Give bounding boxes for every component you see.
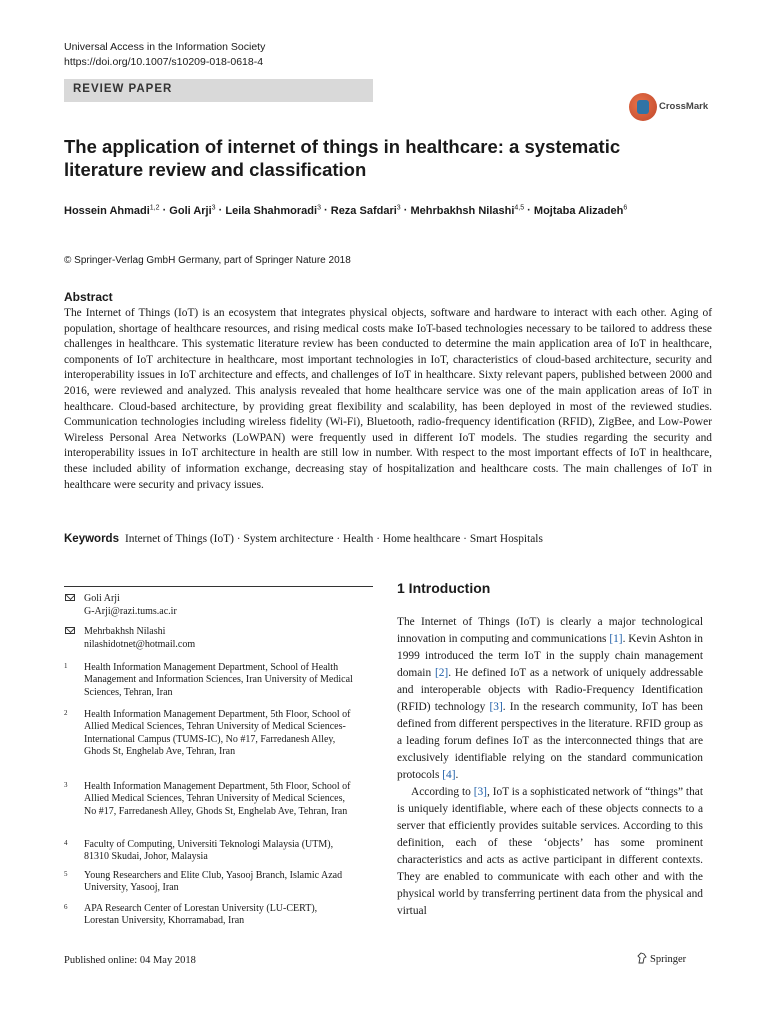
citation-link[interactable]: [2]: [434, 667, 449, 679]
citation-link[interactable]: [3]: [473, 786, 487, 798]
crossmark-badge[interactable]: [628, 92, 738, 124]
paragraph: According to [3], IoT is a sophisticated network of “things” that is uniquely identifiable, where each of these objects connects to a server that efficiently provides suitable services. According to this definition, each of these ‘objects’ has some prominent characteristics and acts as active participant in different contexts. They are enabled to communicate with each other and with the physical world by transferring pertinent data from the physical and virtual: [397, 786, 703, 917]
publisher-name: Springer: [650, 954, 687, 965]
abstract-heading: Abstract: [64, 290, 113, 304]
affiliation-number: 1: [64, 662, 68, 670]
journal-header: [64, 40, 265, 70]
keywords-text: Internet of Things (IoT) · System architecture · Health · Home healthcare · Smart Hospitals: [124, 533, 543, 545]
affiliation: [64, 662, 374, 699]
author[interactable]: Mojtaba Alizadeh$^6$: [533, 204, 628, 217]
affiliation: [64, 903, 374, 928]
crossmark-label: CrossMark: [659, 101, 709, 112]
affiliation-number: 2: [64, 709, 68, 717]
keywords-label: Keywords: [64, 533, 119, 545]
affiliation-text: Young Researchers and Elite Club, Yasooj Branch, Islamic Azad University, Yasooj, Iran: [84, 870, 343, 894]
published-date: Published online: 04 May 2018: [64, 955, 196, 966]
publisher-logo: [637, 952, 686, 965]
author-list: Hossein Ahmadi$^{1,2}$ · Goli Arji$^3$ · Leila Shahmoradi$^3$ · Reza Safdari$^3$ · Mehrbakhsh Nilashi$^{4,5}$ · Mojtaba Alizadeh$^6$: [64, 204, 628, 217]
keywords: [64, 533, 724, 545]
citation-link[interactable]: [4]: [442, 769, 456, 781]
author[interactable]: Reza Safdari$^3$: [330, 204, 401, 217]
contact-email[interactable]: G-Arji@razi.tums.ac.ir: [84, 606, 177, 617]
envelope-icon: [65, 594, 75, 601]
affiliation: [64, 709, 374, 759]
section-heading-introduction: 1 Introduction: [397, 580, 491, 596]
abstract-text: The Internet of Things (IoT) is an ecosystem that integrates physical objects, software and hardware to interact with each other. Aging of population, shortage of healthcare resources, and rising medical costs make IoT-based technologies necessary to be tailored to address these challenges in healthcare. This systematic literature review has been conducted to determine the main application area of IoT in healthcare, components of IoT architecture in healthcare, most important technologies in IoT, characteristics of cloud-based architecture, security and interoperability issues in IoT architecture and effects, and challenges of IoT in healthcare. Sixty relevant papers, published between 2000 and 2016, were reviewed and analyzed. This analysis revealed that home healthcare service was one of the main application areas of IoT in healthcare. Cloud-based architecture, by providing great flexibility and scalability, has been deployed in most of the reviewed studies. Communication technologies including wireless fidelity (Wi-Fi), Bluetooth, radio-frequency identification (RFID), ZigBee, and Low-Power Wireless Personal Area Networks (LoWPAN) were frequently used in different IoT models. The studies regarding the security and interoperability issues in IoT architecture in health are still low in number. With respect to the most important effects of IoT in healthcare, these included ability of information exchange, decreasing stay of hospitalization and healthcare costs. The main challenges of IoT in healthcare were security and privacy issues.: [64, 307, 712, 491]
contact-email[interactable]: nilashidotnet@hotmail.com: [84, 639, 196, 650]
journal-name: Universal Access in the Information Society: [64, 41, 266, 53]
affiliation-number: 6: [64, 903, 68, 911]
author[interactable]: Leila Shahmoradi$^3$: [225, 204, 321, 217]
crossmark-icon: [629, 93, 657, 121]
affiliation-text: Faculty of Computing, Universiti Teknologi Malaysia (UTM), 81310 Skudai, Johor, Malaysia: [84, 839, 334, 863]
copyright-notice: © Springer-Verlag GmbH Germany, part of Springer Nature 2018: [64, 255, 351, 266]
envelope-icon: [65, 627, 75, 634]
paper-title: The application of internet of things in healthcare: a systematic literature review and classification: [64, 136, 621, 180]
affiliation-number: 4: [64, 839, 68, 847]
paper-type-label: REVIEW PAPER: [73, 83, 173, 95]
affiliation-number: 5: [64, 870, 68, 878]
affiliation-text: APA Research Center of Lorestan University (LU-CERT), Lorestan University, Khorramabad, Iran: [84, 903, 318, 927]
paper-type-banner: [64, 79, 373, 102]
author[interactable]: Goli Arji$^3$: [169, 204, 216, 217]
footnote-divider: [64, 586, 373, 587]
affiliation-text: Health Information Management Department, School of Health Management and Information Sciences, Iran University of Medical Sciences, Tehran, Iran: [84, 662, 353, 698]
introduction-body: [397, 614, 703, 920]
author[interactable]: Mehrbakhsh Nilashi$^{4,5}$: [410, 204, 525, 217]
affiliation: [64, 870, 374, 895]
affiliation: [64, 839, 374, 864]
author[interactable]: Hossein Ahmadi$^{1,2}$: [64, 204, 160, 217]
citation-link[interactable]: [3]: [489, 701, 503, 713]
springer-horse-icon: [637, 952, 647, 964]
affiliation-text: Health Information Management Department, 5th Floor, School of Allied Medical Sciences, Tehran University of Medical Sciences, No #17, Farredanesh Alley, Ghods St, Enghelab Ave, Tehran, Iran: [84, 781, 351, 817]
citation-link[interactable]: [1]: [609, 633, 623, 645]
affiliation: [64, 781, 374, 818]
doi-link[interactable]: https://doi.org/10.1007/s10209-018-0618-4: [64, 56, 264, 68]
affiliation-text: Health Information Management Department, 5th Floor, School of Allied Medical Sciences, Tehran University of Medical Sciences-International Campus (TUMS-IC), No #17, Farredanesh Alley, Ghods St, Enghelab Ave, Tehran, Iran: [84, 709, 351, 758]
affiliation-number: 3: [64, 781, 68, 789]
paragraph: The Internet of Things (IoT) is clearly a major technological innovation in computing and communications [1]. Kevin Ashton in 1999 introduced the term IoT in the supply chain management domain [2]. He defined IoT as a network of uniquely addressable and interoperable objects with Radio-Frequency Identification (RFID) technology [3]. In the research community, IoT has been defined from different perspectives in the literature. RFID group as a leading forum defines IoT as the interconnected things that are exclusively identifiable relying on the standard communication protocols [4].: [397, 616, 703, 781]
contact-name: Goli Arji: [84, 593, 120, 604]
contact-name: Mehrbakhsh Nilashi: [84, 626, 166, 637]
